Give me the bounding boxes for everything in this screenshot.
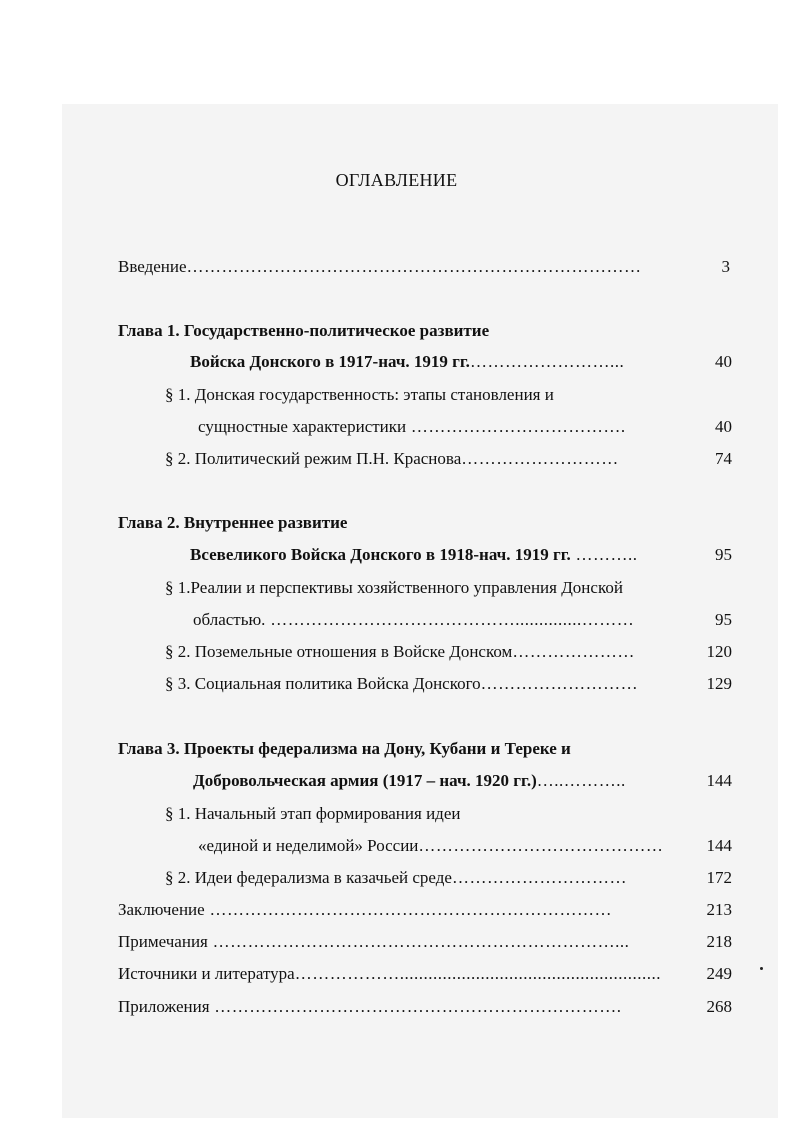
toc-entry-conclusion bbox=[118, 898, 680, 922]
chapter-2-section-1-line1: § 1.Реалии и перспективы хозяйственного управления Донской bbox=[165, 578, 623, 597]
chapter-1-section-1-line2 bbox=[198, 415, 680, 439]
toc-page-chapter-2-section-1: 95 bbox=[715, 610, 732, 629]
chapter-1-section-1-line1: § 1. Донская государственность: этапы становления и bbox=[165, 385, 554, 404]
toc-leader: ………………… bbox=[512, 642, 635, 661]
toc-label: § 2. Идеи федерализма в казачьей среде bbox=[165, 868, 452, 887]
scan-speck bbox=[760, 967, 763, 970]
toc-page-chapter-3-section-1: 144 bbox=[706, 836, 732, 855]
chapter-3-section-1-line2 bbox=[198, 834, 682, 858]
toc-leader: ……………………… bbox=[461, 449, 619, 468]
chapter-1-title-line1: Глава 1. Государственно-политическое развитие bbox=[118, 321, 490, 340]
chapter-3-title-line1: Глава 3. Проекты федерализма на Дону, Кубани и Тереке и bbox=[118, 739, 571, 758]
toc-entry-sources bbox=[118, 962, 684, 986]
toc-label: Заключение bbox=[118, 900, 205, 919]
toc-leader: ……….. bbox=[570, 545, 638, 564]
toc-label: Введение bbox=[118, 257, 187, 276]
page-title: ОГЛАВЛЕНИЕ bbox=[335, 170, 458, 190]
toc-leader: …………………………………………………………………… bbox=[186, 257, 642, 276]
toc-label: Войска Донского в 1917-нач. 1919 гг. bbox=[190, 352, 470, 371]
toc-label: § 2. Политический режим П.Н. Краснова bbox=[165, 449, 462, 468]
chapter-1-title-line2 bbox=[190, 350, 680, 374]
toc-page-notes: 218 bbox=[706, 932, 732, 951]
toc-page-chapter-1-section-1: 40 bbox=[715, 417, 732, 436]
toc-label: Источники и литература bbox=[118, 964, 295, 983]
toc-page-intro: 3 bbox=[721, 257, 730, 276]
chapter-3-section-1-line1: § 1. Начальный этап формирования идеи bbox=[165, 804, 461, 823]
toc-leader: ……………………... bbox=[469, 352, 625, 371]
toc-leader: …………………………………………………………… bbox=[204, 900, 612, 919]
toc-entry-notes bbox=[118, 930, 682, 954]
toc-label: Добровольческая армия (1917 – нач. 1920 гг.) bbox=[193, 771, 537, 790]
toc-leader: ……………………………………..............……… bbox=[265, 610, 635, 629]
toc-label: областью. bbox=[193, 610, 266, 629]
toc-label: сущностные характеристики bbox=[198, 417, 407, 436]
toc-page-chapter-3: 144 bbox=[706, 771, 732, 790]
toc-page-sources: 249 bbox=[706, 964, 732, 983]
toc-page-conclusion: 213 bbox=[706, 900, 732, 919]
chapter-2-section-1-line2 bbox=[193, 608, 680, 632]
toc-label: § 3. Социальная политика Войска Донского bbox=[165, 674, 481, 693]
toc-leader: ……………………………………………………………... bbox=[207, 932, 630, 951]
toc-page-chapter-1-section-2: 74 bbox=[715, 449, 732, 468]
toc-leader: ………………………… bbox=[451, 868, 627, 887]
chapter-3-section-2 bbox=[165, 866, 682, 890]
toc-entry-appendix bbox=[118, 995, 684, 1019]
toc-leader: …..……….. bbox=[536, 771, 626, 790]
toc-leader: …………………………………… bbox=[418, 836, 664, 855]
toc-leader: ………………………………. bbox=[406, 417, 626, 436]
chapter-2-title-line1: Глава 2. Внутреннее развитие bbox=[118, 513, 348, 532]
chapter-2-section-3 bbox=[165, 672, 682, 696]
chapter-2-section-2 bbox=[165, 640, 680, 664]
toc-page-chapter-2: 95 bbox=[715, 545, 732, 564]
toc-leader: ………………....................................................... bbox=[294, 964, 661, 983]
toc-page-chapter-2-section-2: 120 bbox=[706, 642, 732, 661]
toc-page-chapter-2-section-3: 129 bbox=[706, 674, 732, 693]
toc-label: Всевеликого Войска Донского в 1918-нач. 1919 гг. bbox=[190, 545, 571, 564]
chapter-1-section-2 bbox=[165, 447, 680, 471]
toc-label: Примечания bbox=[118, 932, 208, 951]
toc-leader: ……………………… bbox=[480, 674, 639, 693]
toc-page-appendix: 268 bbox=[706, 997, 732, 1016]
toc-label: Приложения bbox=[118, 997, 210, 1016]
toc-label: § 2. Поземельные отношения в Войске Донском bbox=[165, 642, 513, 661]
chapter-2-title-line2 bbox=[190, 543, 682, 567]
toc-page-chapter-1: 40 bbox=[715, 352, 732, 371]
chapter-3-title-line2 bbox=[193, 769, 680, 793]
toc-entry-intro bbox=[118, 255, 678, 279]
toc-page-chapter-3-section-2: 172 bbox=[706, 868, 732, 887]
toc-label: «единой и неделимой» России bbox=[198, 836, 419, 855]
toc-leader: ……………………………………………………………. bbox=[209, 997, 622, 1016]
